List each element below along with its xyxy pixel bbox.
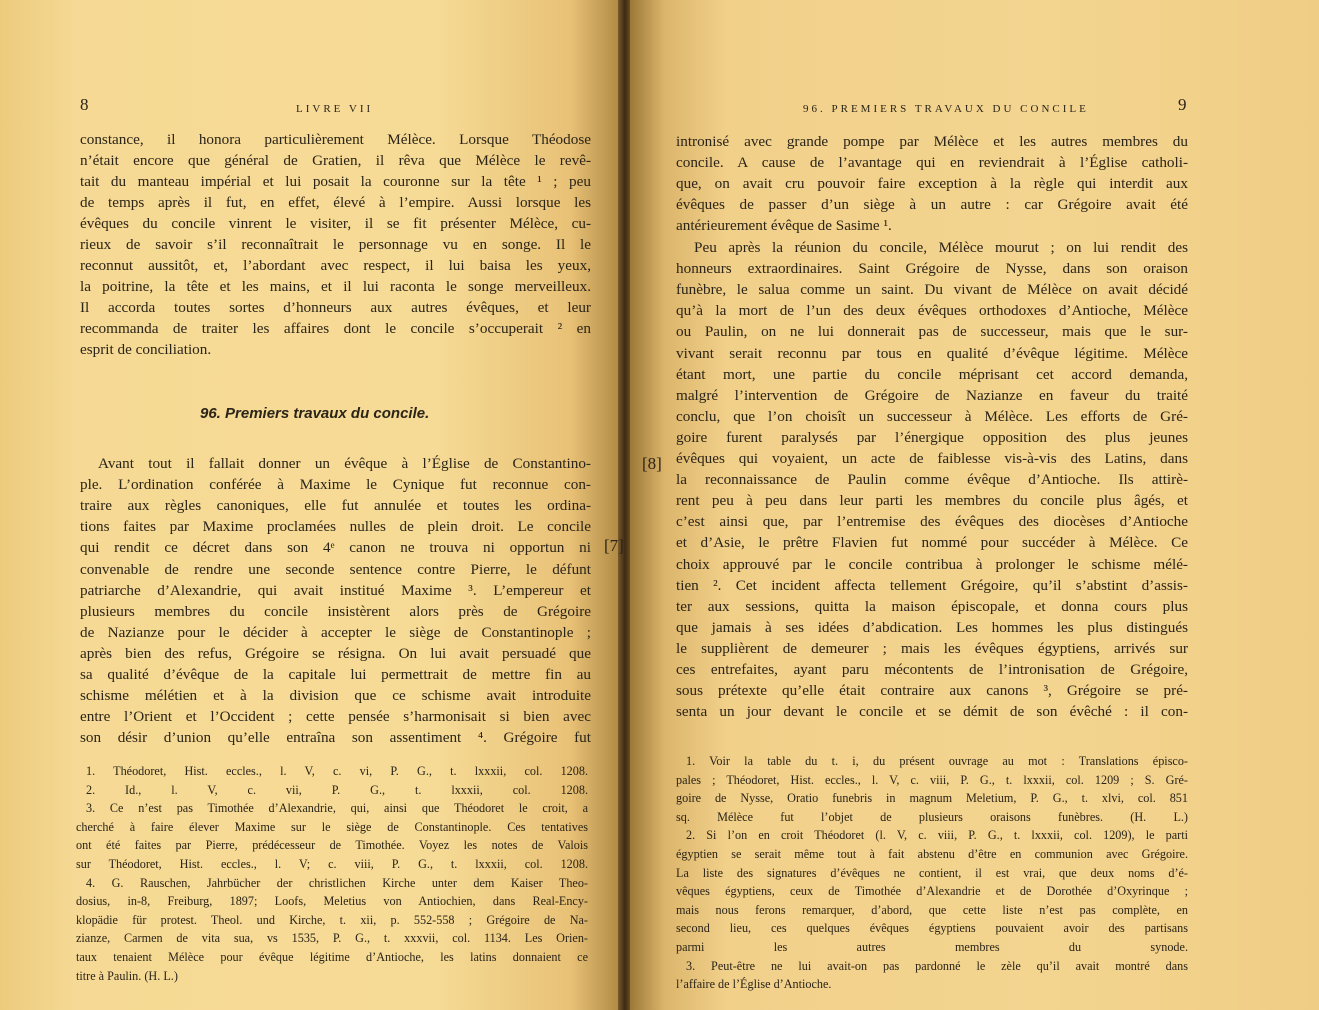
text-line: étant mort, une partie du concile méprisant cet accord demanda, xyxy=(676,365,1188,383)
footnote-line: goire de Nysse, Oratio funebris in magnum Meletium, P. G., t. xlvi, col. 851 xyxy=(676,791,1188,806)
footnote-line: klopädie für protest. Theol. und Kirche, t. xii, p. 552-558 ; Grégoire de Na- xyxy=(76,912,588,927)
text-line: tions faites par Maxime proclamées nulles de plein droit. Le concile xyxy=(80,518,591,536)
text-line: le supplièrent de demeurer ; mais les évêques égyptiens, arrivés sur xyxy=(676,639,1188,657)
text-line: recommanda de traiter les affaires dont le concile s’occuperait ² en xyxy=(80,320,591,337)
footnote-line: second lieu, ces quelques évêques égyptiens pouvaient avoir des partisans xyxy=(676,921,1188,936)
text-line: choix approuvé par le concile contribua à prolonger le schisme mélé- xyxy=(676,555,1188,573)
text-line: malgré l’intervention de Grégoire de Nazianze en faveur du traité xyxy=(676,386,1188,404)
text-line: qu’à la mort de l’un des deux évêques orthodoxes d’Antioche, Mélèce xyxy=(676,302,1188,320)
footnote-line: ont été faites par Pierre, prédécesseur de Timothée. Voyez les notes de Valois xyxy=(76,838,588,853)
text-line: antérieurement évêque de Sasime ¹. xyxy=(676,217,892,234)
right-page xyxy=(630,0,1319,1010)
footnote-line: La liste des signatures d’évêques ne contient, il est vrai, que deux noms d’é- xyxy=(676,865,1188,880)
text-line: ces entrefaites, ayant paru mécontents de l’intronisation de Grégoire, xyxy=(676,661,1188,678)
text-line: Il accorda toutes sortes d’honneurs aux autres évêques, et leur xyxy=(80,299,591,316)
text-line: entre l’Orient et l’Occident ; cette pensée s’harmonisait si bien avec xyxy=(80,708,591,726)
text-line: n’était encore que général de Gratien, il rêva que Mélèce le revê- xyxy=(80,152,591,169)
text-line: tien ². Cet incident affecta tellement Grégoire, qu’il s’abstint d’assis- xyxy=(676,576,1188,594)
text-line: esprit de conciliation. xyxy=(80,341,212,358)
text-line: rent peu à peu dans leur parti les membres du concile plus âgés, et xyxy=(676,492,1188,510)
footnote-line: cherché à faire élever Maxime sur le siège de Constantinople. Ces tentatives xyxy=(76,819,588,834)
text-line: vivant serait reconnu par tous en qualité d’évêque légitime. Mélèce xyxy=(676,344,1188,362)
text-line: concile. A cause de l’avantage qui en reviendrait à l’Église catholi- xyxy=(676,154,1188,171)
text-line: Peu après la réunion du concile, Mélèce mourut ; on lui rendit des xyxy=(694,239,1188,256)
text-line: conclu, que l’on choisît un successeur à Mélèce. Les efforts de Gré- xyxy=(676,407,1188,425)
marginal-note: [8] xyxy=(642,454,662,473)
footnote-line: égyptien se serait même tout à fait abstenu d’être en communion avec Grégoire. xyxy=(676,847,1188,861)
text-line: après bien des refus, Grégoire se résigna. On lui avait persuadé que xyxy=(80,644,591,662)
footnote-line: vêques égyptiens, ceux de Timothée d’Alexandrie et de Dorothée d’Oxyrinque ; xyxy=(676,884,1188,899)
running-head: LIVRE VII xyxy=(296,103,374,115)
text-line: ple. L’ordination conférée à Maxime le Cynique fut reconnue con- xyxy=(80,476,591,494)
marginal-note: [7] xyxy=(604,536,624,555)
running-head: 96. PREMIERS TRAVAUX DU CONCILE xyxy=(803,103,1089,115)
footnote-line: mais nous ferons remarquer, d’abord, que cette liste n’est pas complète, en xyxy=(676,902,1188,917)
text-line: senta un jour devant le concile et se démit de son évêché : il con- xyxy=(676,703,1188,721)
left-page xyxy=(0,0,620,1010)
footnote-line: titre à Paulin. (H. L.) xyxy=(76,968,178,983)
text-line: patriarche d’Alexandrie, qui avait institué Maxime ³. L’empereur et xyxy=(80,581,591,599)
text-line: évêques du concile vinrent le visiter, il se fit présenter Mélèce, cu- xyxy=(80,215,591,232)
text-line: reconnut aussitôt, et, l’abordant avec respect, il lui baisa les yeux, xyxy=(80,257,591,274)
text-line: honneurs extraordinaires. Saint Grégoire de Nysse, dans son oraison xyxy=(676,260,1188,278)
text-line: traire aux règles canoniques, elle fut annulée et toutes les ordina- xyxy=(80,497,591,515)
text-line: son désir d’union qu’elle entraîna son assentiment ⁴. Grégoire fut xyxy=(80,729,591,747)
text-line: Avant tout il fallait donner un évêque à l’Église de Constantino- xyxy=(98,455,591,472)
text-line: de temps après il fut, en effet, élevé à l’empire. Aussi lorsque les xyxy=(80,194,591,211)
text-line: c’est ainsi que, par l’entremise des évêques des diocèses d’Antioche xyxy=(676,513,1188,531)
text-line: sous prétexte qu’elle était contraire aux canons ³, Grégoire se pré- xyxy=(676,682,1188,700)
footnote-line: zianze, Carmen de vita sua, vs 1535, P. G., t. xxxvii, col. 1134. Les Orien- xyxy=(76,931,588,946)
section-title: 96. Premiers travaux du concile. xyxy=(200,405,430,422)
text-line: évêques de passer d’un siège à un autre : car Grégoire avait été xyxy=(676,196,1188,213)
text-line: et d’Asie, le prêtre Flavien fut nommé pour succéder à Mélèce. Ce xyxy=(676,534,1188,552)
text-line: plusieurs membres du concile insistèrent alors près de Grégoire xyxy=(80,602,591,620)
footnote-line: taux tenaient Mélèce pour évêque légitime d’Antioche, les latins donnaient ce xyxy=(76,950,588,964)
footnote-line: parmi les autres membres du synode. xyxy=(676,940,1188,954)
text-line: constance, il honora particulièrement Mélèce. Lorsque Théodose xyxy=(80,131,591,148)
footnote-line: sq. Mélèce fut l’objet de plusieurs oraisons funèbres. (H. L.) xyxy=(676,809,1188,824)
footnote-line: 1. Théodoret, Hist. eccles., l. V, c. vi, P. G., t. lxxxii, col. 1208. xyxy=(86,764,588,778)
text-line: que, on avait cru pouvoir faire exception à la règle qui interdit aux xyxy=(676,175,1188,192)
text-line: sa qualité d’évêque de la capitale lui permettrait de mettre fin au xyxy=(80,666,591,683)
footnote-line: dosius, in-8, Freiburg, 1897; Loofs, Meletius von Antiochien, dans Real-Ency- xyxy=(76,894,588,909)
text-line: intronisé avec grande pompe par Mélèce et les autres membres du xyxy=(676,133,1188,150)
text-line: ter aux sessions, quitta la maison épiscopale, et donna cours plus xyxy=(676,597,1188,615)
text-line: tait du manteau impérial et lui posait la couronne sur la tête ¹ ; peu xyxy=(80,173,591,190)
footnote-line: 2. Id., l. V, c. vii, P. G., t. lxxxii, col. 1208. xyxy=(86,782,588,797)
footnote-line: l’affaire de l’Église d’Antioche. xyxy=(676,977,832,992)
footnote-line: 4. G. Rauschen, Jahrbücher der christlichen Kirche unter dem Kaiser Theo- xyxy=(86,875,588,890)
text-line: de Nazianze pour le décider à accepter le siège de Constantinople ; xyxy=(80,623,591,641)
footnote-line: pales ; Théodoret, Hist. eccles., l. V, c. viii, P. G., t. lxxxii, col. 1209 ; S. Gré- xyxy=(676,772,1188,787)
text-line: convenable de rendre une seconde sentence contre Pierre, le défunt xyxy=(80,560,591,578)
text-line: qui rendit ce décret dans son 4ᵉ canon ne trouva ni opportun ni xyxy=(80,539,591,557)
page-number: 8 xyxy=(80,95,89,114)
text-line: ou Paulin, on ne lui donnerait pas de successeur, mais que le sur- xyxy=(676,323,1188,341)
footnote-line: sur Théodoret, Hist. eccles., l. V; c. viii, P. G., t. lxxxii, col. 1208. xyxy=(76,857,588,871)
text-line: funèbre, le salua comme un saint. Du vivant de Mélèce on avait décidé xyxy=(676,281,1188,299)
footnote-line: 3. Peut-être ne lui avait-on pas pardonné le zèle qu’il avait montré dans xyxy=(686,958,1188,973)
text-line: que jamais à ses idées d’abdication. Les hommes les plus distingués xyxy=(676,618,1188,636)
text-line: la reconnaissance de Paulin comme évêque d’Antioche. Ils attirè- xyxy=(676,471,1188,489)
text-line: goire furent paralysés par l’énergique opposition des plus jeunes xyxy=(676,428,1188,446)
text-line: rieux de savoir s’il reconnaîtrait le personnage vu en songe. Il le xyxy=(80,236,591,253)
page-number: 9 xyxy=(1178,95,1187,114)
text-line: la poitrine, la tête et les mains, et il lui raconta le songe merveilleux. xyxy=(80,278,591,295)
footnote-line: 3. Ce n’est pas Timothée d’Alexandrie, qui, ainsi que Théodoret le croit, a xyxy=(86,801,588,816)
footnote-line: 1. Voir la table du t. i, du présent ouvrage au mot : Translations épisco- xyxy=(686,754,1188,768)
text-line: schisme mélétien et à la division que ce schisme avait introduite xyxy=(80,687,591,705)
footnote-line: 2. Si l’on en croit Théodoret (l. V, c. viii, P. G., t. lxxxii, col. 1209), le parti xyxy=(686,828,1188,843)
text-line: évêques qui voyaient, un acte de faiblesse vis-à-vis des Latins, dans xyxy=(676,450,1188,467)
